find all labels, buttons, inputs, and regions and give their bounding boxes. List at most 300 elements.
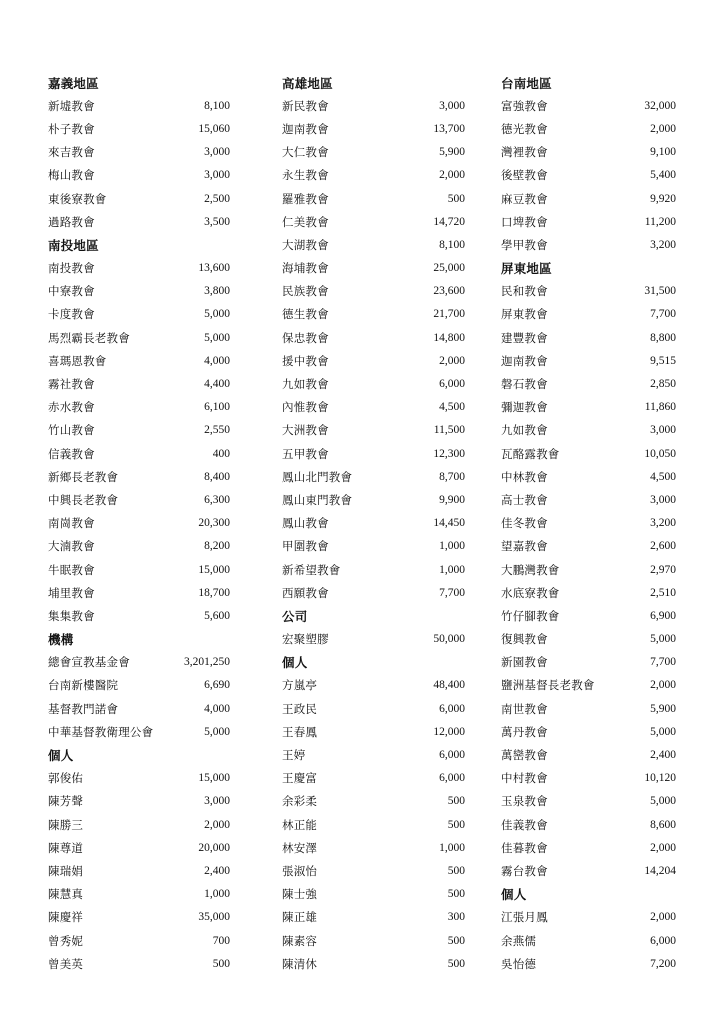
donor-name: 望嘉教會 bbox=[501, 539, 548, 554]
donor-row bbox=[48, 651, 230, 674]
donor-name: 佳義教會 bbox=[501, 817, 548, 832]
donor-name: 南世教會 bbox=[501, 701, 548, 716]
donor-name: 西願教會 bbox=[282, 585, 329, 600]
donation-amount: 5,900 bbox=[650, 702, 676, 715]
donation-amount: 2,000 bbox=[204, 818, 230, 831]
donor-row bbox=[501, 813, 676, 836]
donation-amount: 3,000 bbox=[204, 169, 230, 182]
donor-row bbox=[48, 164, 230, 187]
donor-name: 復興教會 bbox=[501, 632, 548, 647]
donor-name: 王春鳳 bbox=[282, 724, 318, 739]
donation-amount: 700 bbox=[212, 934, 230, 947]
donor-name: 信義教會 bbox=[48, 446, 95, 461]
donor-name: 瓦酪露教會 bbox=[501, 446, 560, 461]
donation-amount: 300 bbox=[447, 911, 465, 924]
donor-name: 永生教會 bbox=[282, 168, 329, 183]
donor-row bbox=[501, 233, 676, 256]
donor-name: 大湳教會 bbox=[48, 539, 95, 554]
donor-name: 大鵬灣教會 bbox=[501, 562, 560, 577]
donation-amount: 2,500 bbox=[204, 192, 230, 205]
donation-amount: 1,000 bbox=[439, 841, 465, 854]
donation-amount: 2,550 bbox=[204, 424, 230, 437]
donor-name: 屏東教會 bbox=[501, 307, 548, 322]
donor-row bbox=[282, 512, 465, 535]
donor-name: 陳慶祥 bbox=[48, 910, 84, 925]
donation-amount: 6,000 bbox=[650, 934, 676, 947]
column-2 bbox=[282, 71, 465, 975]
donation-amount: 5,900 bbox=[439, 146, 465, 159]
donor-row bbox=[501, 465, 676, 488]
donor-name: 宏聚塑膠 bbox=[282, 632, 329, 647]
donor-name: 霧社教會 bbox=[48, 377, 95, 392]
donor-row bbox=[282, 906, 465, 929]
donor-name: 水底寮教會 bbox=[501, 585, 560, 600]
donation-amount: 15,000 bbox=[198, 563, 230, 576]
donor-name: 玉泉教會 bbox=[501, 794, 548, 809]
donor-name: 建豐教會 bbox=[501, 330, 548, 345]
donation-amount: 3,201,250 bbox=[184, 656, 230, 669]
donation-amount: 8,600 bbox=[650, 818, 676, 831]
section-heading bbox=[282, 651, 465, 674]
donor-row bbox=[282, 767, 465, 790]
donor-row bbox=[282, 396, 465, 419]
donation-amount: 500 bbox=[447, 818, 465, 831]
donor-name: 南投教會 bbox=[48, 261, 95, 276]
donor-name: 後壁教會 bbox=[501, 168, 548, 183]
donor-row bbox=[282, 581, 465, 604]
donor-row bbox=[282, 558, 465, 581]
donor-row bbox=[48, 141, 230, 164]
donor-name: 鳳山北門教會 bbox=[282, 469, 353, 484]
donor-name: 林安澤 bbox=[282, 840, 318, 855]
donor-row bbox=[501, 628, 676, 651]
donor-row bbox=[501, 720, 676, 743]
donor-row bbox=[282, 535, 465, 558]
donation-amount: 1,000 bbox=[439, 563, 465, 576]
donation-amount: 6,300 bbox=[204, 493, 230, 506]
donor-name: 麻豆教會 bbox=[501, 191, 548, 206]
donor-name: 新園教會 bbox=[501, 655, 548, 670]
donor-row bbox=[48, 929, 230, 952]
donor-row bbox=[501, 419, 676, 442]
donation-amount: 500 bbox=[447, 934, 465, 947]
column-3 bbox=[501, 71, 676, 975]
donation-amount: 6,000 bbox=[439, 749, 465, 762]
donation-amount: 3,000 bbox=[204, 146, 230, 159]
donation-amount: 35,000 bbox=[198, 911, 230, 924]
donor-name: 王政民 bbox=[282, 701, 318, 716]
donation-amount: 48,400 bbox=[433, 679, 465, 692]
donor-name: 郭俊佑 bbox=[48, 771, 84, 786]
donor-name: 中華基督教衛理公會 bbox=[48, 724, 154, 739]
donor-row bbox=[48, 697, 230, 720]
donor-name: 張淑怡 bbox=[282, 863, 318, 878]
donation-amount: 11,500 bbox=[433, 424, 465, 437]
donation-amount: 500 bbox=[447, 795, 465, 808]
donor-row bbox=[501, 743, 676, 766]
donor-row bbox=[48, 326, 230, 349]
donor-name: 江張月鳳 bbox=[501, 910, 548, 925]
donor-name: 王慶富 bbox=[282, 771, 318, 786]
donor-name: 東後寮教會 bbox=[48, 191, 107, 206]
donation-amount: 31,500 bbox=[644, 285, 676, 298]
donor-name: 九如教會 bbox=[282, 377, 329, 392]
donor-row bbox=[501, 303, 676, 326]
donor-name: 迦南教會 bbox=[501, 353, 548, 368]
donor-name: 牛眠教會 bbox=[48, 562, 95, 577]
donation-amount: 13,600 bbox=[198, 262, 230, 275]
donor-row bbox=[48, 859, 230, 882]
donor-name: 鹽洲基督長老教會 bbox=[501, 678, 595, 693]
donor-name: 大洲教會 bbox=[282, 423, 329, 438]
donation-amount: 3,000 bbox=[204, 795, 230, 808]
donation-amount: 14,800 bbox=[433, 331, 465, 344]
donor-name: 台南新樓醫院 bbox=[48, 678, 119, 693]
donor-name: 中寮教會 bbox=[48, 284, 95, 299]
donor-row bbox=[501, 604, 676, 627]
donation-amount: 2,000 bbox=[650, 679, 676, 692]
donor-name: 梅山教會 bbox=[48, 168, 95, 183]
donor-row bbox=[501, 372, 676, 395]
donor-row bbox=[282, 94, 465, 117]
donor-row bbox=[282, 836, 465, 859]
donation-amount: 14,204 bbox=[644, 864, 676, 877]
section-title: 公司 bbox=[282, 608, 308, 624]
donor-name: 陳慧真 bbox=[48, 887, 84, 902]
donation-amount: 2,510 bbox=[650, 586, 676, 599]
donation-amount: 8,200 bbox=[204, 540, 230, 553]
donor-name: 萬丹教會 bbox=[501, 724, 548, 739]
donor-row bbox=[501, 117, 676, 140]
section-title: 個人 bbox=[48, 748, 74, 764]
donation-amount: 10,050 bbox=[644, 447, 676, 460]
section-title: 個人 bbox=[501, 887, 527, 903]
donor-row bbox=[501, 442, 676, 465]
donor-name: 大仁教會 bbox=[282, 145, 329, 160]
section-heading bbox=[501, 883, 676, 906]
donation-amount: 11,200 bbox=[644, 215, 676, 228]
donor-row bbox=[48, 442, 230, 465]
section-title: 屏東地區 bbox=[501, 261, 552, 277]
donor-row bbox=[282, 697, 465, 720]
donation-amount: 500 bbox=[447, 888, 465, 901]
donor-row bbox=[282, 164, 465, 187]
donor-name: 佳暮教會 bbox=[501, 840, 548, 855]
donor-name: 新鄉長老教會 bbox=[48, 469, 119, 484]
donor-row bbox=[282, 743, 465, 766]
donation-amount: 4,000 bbox=[204, 702, 230, 715]
donation-amount: 9,900 bbox=[439, 493, 465, 506]
donor-name: 赤水教會 bbox=[48, 400, 95, 415]
donor-name: 九如教會 bbox=[501, 423, 548, 438]
donation-amount: 3,000 bbox=[650, 493, 676, 506]
donor-row bbox=[48, 303, 230, 326]
donor-row bbox=[48, 604, 230, 627]
donor-name: 過路教會 bbox=[48, 214, 95, 229]
donor-name: 新希望教會 bbox=[282, 562, 341, 577]
donor-name: 海埔教會 bbox=[282, 261, 329, 276]
donor-name: 萬巒教會 bbox=[501, 748, 548, 763]
donor-name: 陳素容 bbox=[282, 933, 318, 948]
donor-name: 學甲教會 bbox=[501, 237, 548, 252]
donation-amount: 8,700 bbox=[439, 470, 465, 483]
donation-amount: 6,690 bbox=[204, 679, 230, 692]
donor-row bbox=[48, 210, 230, 233]
donor-row bbox=[48, 535, 230, 558]
donor-name: 集集教會 bbox=[48, 608, 95, 623]
donor-name: 德生教會 bbox=[282, 307, 329, 322]
donor-name: 中興長老教會 bbox=[48, 492, 119, 507]
donation-amount: 6,000 bbox=[439, 378, 465, 391]
donor-row bbox=[501, 349, 676, 372]
donor-row bbox=[501, 790, 676, 813]
donor-name: 佳冬教會 bbox=[501, 516, 548, 531]
donor-name: 馬烈霸長老教會 bbox=[48, 330, 130, 345]
donation-amount: 12,300 bbox=[433, 447, 465, 460]
donor-row bbox=[48, 883, 230, 906]
donation-amount: 5,000 bbox=[204, 725, 230, 738]
donor-row bbox=[501, 767, 676, 790]
donor-name: 方嵐亭 bbox=[282, 678, 318, 693]
donation-amount: 15,000 bbox=[198, 772, 230, 785]
donor-row bbox=[501, 512, 676, 535]
donor-name: 陳士強 bbox=[282, 887, 318, 902]
donor-row bbox=[282, 929, 465, 952]
section-title: 嘉義地區 bbox=[48, 75, 99, 91]
donor-name: 新民教會 bbox=[282, 98, 329, 113]
donor-row bbox=[48, 372, 230, 395]
donation-amount: 15,060 bbox=[198, 122, 230, 135]
donation-amount: 1,000 bbox=[439, 540, 465, 553]
donation-amount: 11,860 bbox=[644, 401, 676, 414]
donation-amount: 2,600 bbox=[650, 540, 676, 553]
donor-name: 陳尊道 bbox=[48, 840, 84, 855]
donor-name: 鳳山東門教會 bbox=[282, 492, 353, 507]
donor-name: 鳳山教會 bbox=[282, 516, 329, 531]
donation-amount: 21,700 bbox=[433, 308, 465, 321]
donor-name: 保忠教會 bbox=[282, 330, 329, 345]
donor-row bbox=[282, 233, 465, 256]
donation-amount: 23,600 bbox=[433, 285, 465, 298]
donor-row bbox=[282, 326, 465, 349]
donor-row bbox=[48, 720, 230, 743]
donation-amount: 4,400 bbox=[204, 378, 230, 391]
donor-name: 埔里教會 bbox=[48, 585, 95, 600]
donor-name: 大湖教會 bbox=[282, 237, 329, 252]
donor-row bbox=[282, 674, 465, 697]
donor-row bbox=[48, 674, 230, 697]
donation-amount: 5,000 bbox=[650, 725, 676, 738]
donor-row bbox=[501, 859, 676, 882]
donation-amount: 9,920 bbox=[650, 192, 676, 205]
donor-row bbox=[501, 164, 676, 187]
donation-amount: 1,000 bbox=[204, 888, 230, 901]
donor-row bbox=[501, 697, 676, 720]
donor-row bbox=[48, 187, 230, 210]
donor-name: 陳芳聲 bbox=[48, 794, 84, 809]
donation-amount: 500 bbox=[447, 957, 465, 970]
section-title: 台南地區 bbox=[501, 75, 552, 91]
donor-row bbox=[501, 651, 676, 674]
donor-row bbox=[282, 465, 465, 488]
donor-name: 迦南教會 bbox=[282, 121, 329, 136]
donation-amount: 6,000 bbox=[439, 702, 465, 715]
donor-row bbox=[48, 813, 230, 836]
donation-amount: 500 bbox=[447, 864, 465, 877]
donor-name: 王婷 bbox=[282, 748, 306, 763]
donation-amount: 2,970 bbox=[650, 563, 676, 576]
donor-name: 五甲教會 bbox=[282, 446, 329, 461]
donor-name: 民和教會 bbox=[501, 284, 548, 299]
donor-row bbox=[48, 396, 230, 419]
donor-name: 仁美教會 bbox=[282, 214, 329, 229]
donor-row bbox=[282, 790, 465, 813]
donor-row bbox=[282, 372, 465, 395]
donation-amount: 3,000 bbox=[439, 99, 465, 112]
donor-name: 總會宣教基金會 bbox=[48, 655, 130, 670]
section-heading bbox=[501, 71, 676, 94]
donor-name: 民族教會 bbox=[282, 284, 329, 299]
section-title: 高雄地區 bbox=[282, 75, 333, 91]
donor-row bbox=[501, 94, 676, 117]
donation-amount: 2,400 bbox=[204, 864, 230, 877]
donation-amount: 18,700 bbox=[198, 586, 230, 599]
donation-amount: 2,000 bbox=[650, 122, 676, 135]
donation-amount: 7,700 bbox=[650, 308, 676, 321]
section-heading bbox=[282, 71, 465, 94]
donor-row bbox=[282, 349, 465, 372]
donation-amount: 7,700 bbox=[650, 656, 676, 669]
donation-amount: 2,000 bbox=[439, 354, 465, 367]
donor-row bbox=[501, 929, 676, 952]
donor-row bbox=[501, 141, 676, 164]
donor-row bbox=[48, 349, 230, 372]
donor-row bbox=[501, 396, 676, 419]
donation-amount: 3,500 bbox=[204, 215, 230, 228]
donor-name: 陳勝三 bbox=[48, 817, 84, 832]
donor-row bbox=[282, 117, 465, 140]
donor-name: 林正能 bbox=[282, 817, 318, 832]
donation-amount: 10,120 bbox=[644, 772, 676, 785]
donor-row bbox=[501, 906, 676, 929]
donor-name: 新墟教會 bbox=[48, 98, 95, 113]
donor-row bbox=[48, 836, 230, 859]
donor-name: 羅雅教會 bbox=[282, 191, 329, 206]
donation-amount: 5,600 bbox=[204, 609, 230, 622]
donor-row bbox=[501, 674, 676, 697]
donor-name: 陳正雄 bbox=[282, 910, 318, 925]
donor-name: 灣裡教會 bbox=[501, 145, 548, 160]
donation-amount: 6,000 bbox=[439, 772, 465, 785]
donor-name: 彌迦教會 bbox=[501, 400, 548, 415]
donor-name: 磐石教會 bbox=[501, 377, 548, 392]
donor-row bbox=[282, 141, 465, 164]
donor-row bbox=[48, 280, 230, 303]
donor-name: 余彩柔 bbox=[282, 794, 318, 809]
donor-row bbox=[48, 581, 230, 604]
donation-amount: 3,800 bbox=[204, 285, 230, 298]
column-1 bbox=[48, 71, 230, 975]
donor-row bbox=[48, 117, 230, 140]
section-heading bbox=[501, 257, 676, 280]
donation-amount: 2,400 bbox=[650, 749, 676, 762]
donation-amount: 14,450 bbox=[433, 517, 465, 530]
donor-row bbox=[501, 280, 676, 303]
donation-amount: 25,000 bbox=[433, 262, 465, 275]
donor-row bbox=[501, 952, 676, 975]
donor-row bbox=[48, 952, 230, 975]
donation-amount: 400 bbox=[212, 447, 230, 460]
donation-amount: 4,500 bbox=[439, 401, 465, 414]
donation-amount: 9,515 bbox=[650, 354, 676, 367]
donation-amount: 8,100 bbox=[204, 99, 230, 112]
donation-amount: 14,720 bbox=[433, 215, 465, 228]
donor-name: 富強教會 bbox=[501, 98, 548, 113]
donor-row bbox=[282, 419, 465, 442]
donor-row bbox=[501, 326, 676, 349]
donation-amount: 500 bbox=[212, 957, 230, 970]
donor-row bbox=[282, 859, 465, 882]
donor-name: 中村教會 bbox=[501, 771, 548, 786]
donor-row bbox=[48, 790, 230, 813]
donation-amount: 50,000 bbox=[433, 633, 465, 646]
donation-amount: 2,850 bbox=[650, 378, 676, 391]
donation-amount: 6,900 bbox=[650, 609, 676, 622]
donor-row bbox=[501, 558, 676, 581]
donor-row bbox=[282, 952, 465, 975]
donor-name: 甲圍教會 bbox=[282, 539, 329, 554]
donation-amount: 3,200 bbox=[650, 238, 676, 251]
donation-amount: 3,200 bbox=[650, 517, 676, 530]
donation-amount: 12,000 bbox=[433, 725, 465, 738]
donor-name: 竹仔腳教會 bbox=[501, 608, 560, 623]
donor-row bbox=[48, 94, 230, 117]
donation-amount: 2,000 bbox=[650, 841, 676, 854]
section-title: 個人 bbox=[282, 655, 308, 671]
donor-name: 余燕儒 bbox=[501, 933, 537, 948]
donation-amount: 5,000 bbox=[204, 308, 230, 321]
donor-row bbox=[282, 628, 465, 651]
donation-amount: 6,100 bbox=[204, 401, 230, 414]
section-heading bbox=[48, 71, 230, 94]
donor-name: 援中教會 bbox=[282, 353, 329, 368]
section-heading bbox=[282, 604, 465, 627]
section-heading bbox=[48, 743, 230, 766]
section-title: 機構 bbox=[48, 632, 74, 648]
donor-name: 吳怡德 bbox=[501, 956, 537, 971]
donation-amount: 13,700 bbox=[433, 122, 465, 135]
donation-amount: 2,000 bbox=[439, 169, 465, 182]
donor-name: 竹山教會 bbox=[48, 423, 95, 438]
donor-name: 內惟教會 bbox=[282, 400, 329, 415]
donation-amount: 5,000 bbox=[650, 795, 676, 808]
donor-name: 喜瑪恩教會 bbox=[48, 353, 107, 368]
donor-row bbox=[48, 465, 230, 488]
donor-name: 來吉教會 bbox=[48, 145, 95, 160]
donor-row bbox=[48, 906, 230, 929]
donor-name: 基督教門諾會 bbox=[48, 701, 119, 716]
donor-row bbox=[501, 210, 676, 233]
donor-row bbox=[48, 558, 230, 581]
section-heading bbox=[48, 628, 230, 651]
donor-row bbox=[48, 767, 230, 790]
donation-amount: 9,100 bbox=[650, 146, 676, 159]
donor-row bbox=[282, 280, 465, 303]
donation-amount: 32,000 bbox=[644, 99, 676, 112]
donor-row bbox=[282, 442, 465, 465]
section-title: 南投地區 bbox=[48, 237, 99, 253]
donor-row bbox=[282, 257, 465, 280]
